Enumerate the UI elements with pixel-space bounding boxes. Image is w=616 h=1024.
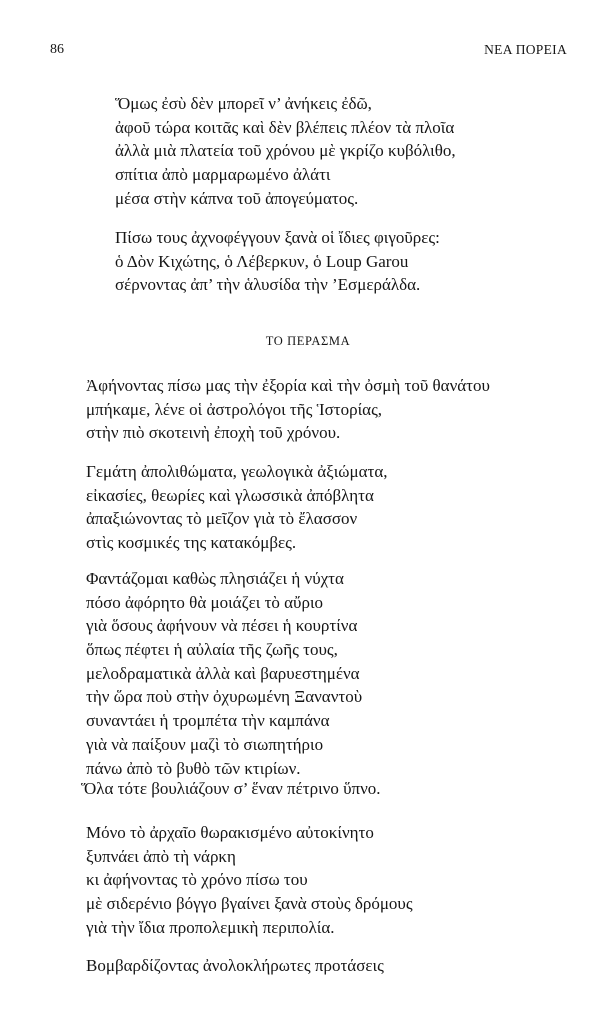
poem-line: Μόνο τὸ ἀρχαῖο θωρακισμένο αὐτοκίνητο <box>86 823 374 842</box>
poem-title: ΤΟ ΠΕΡΑΣΜΑ <box>265 334 351 348</box>
poem-line: μπήκαμε, λένε οἱ ἀστρολόγοι τῆς Ἱστορίας, <box>86 399 383 419</box>
poem-line: μὲ σιδερένιο βόγγο βγαίνει ξανὰ στοὺς δρόμους <box>86 894 413 914</box>
poem-line: Φαντάζομαι καθὼς πλησιάζει ἡ νύχτα <box>86 569 344 588</box>
poem-line: ἀπαξιώνοντας τὸ μεῖζον γιὰ τὸ ἔλασσον <box>86 509 358 529</box>
poem-line: κι ἀφήνοντας τὸ χρόνο πίσω του <box>86 870 308 890</box>
poem-line: ὁ Δὸν Κιχώτης, ὁ Λέβερκυν, ὁ Loup Garou <box>115 251 409 271</box>
stanza-continued-1 <box>115 92 456 210</box>
poem-line: εἰκασίες, θεωρίες καὶ γλωσσικὰ ἀπόβλητα <box>86 485 374 505</box>
poem-line: πόσο ἀφόρητο θὰ μοιάζει τὸ αὔριο <box>86 592 324 612</box>
poem-line: πάνω ἀπὸ τὸ βυθὸ τῶν κτιρίων. <box>86 758 301 778</box>
page-number: 86 <box>50 42 64 57</box>
poem-line: ἀφοῦ τώρα κοιτᾶς καὶ δὲν βλέπεις πλέον τὰ πλοῖα <box>115 117 455 137</box>
poem-line: Γεμάτη ἀπολιθώματα, γεωλογικὰ ἀξιώματα, <box>86 462 388 481</box>
poem-line: τὴν ὥρα ποὺ στὴν ὀχυρωμένη Ξαναντοὺ <box>86 687 363 707</box>
poem-line: συναντάει ἡ τρομπέτα τὴν καμπάνα <box>86 711 330 731</box>
poem-line: Ὅμως ἐσὺ δὲν μπορεῖ ν’ ἀνήκεις ἐδῶ, <box>115 94 372 113</box>
poem-line: στὶς κοσμικές της κατακόμβες. <box>86 533 297 553</box>
poem-line: Βομβαρδίζοντας ἀνολοκλήρωτες προτάσεις <box>86 956 384 975</box>
stanza-4 <box>81 777 381 801</box>
stanza-continued-2 <box>115 226 440 297</box>
poem-line: Ἀφήνοντας πίσω μας τὴν ἐξορία καὶ τὴν ὀσμὴ τοῦ θανάτου <box>86 376 490 395</box>
poem-line: σέρνοντας ἀπ’ τὴν ἁλυσίδα τὴν ’Εσμεράλδα. <box>115 275 421 295</box>
poem-line: σπίτια ἀπὸ μαρμαρωμένο ἀλάτι <box>115 165 331 185</box>
poem-line: γιὰ νὰ παίξουν μαζὶ τὸ σιωπητήριο <box>86 734 324 754</box>
stanza-5 <box>86 821 413 939</box>
poem-line: Ὅλα τότε βουλιάζουν σ’ ἕναν πέτρινο ὕπνο. <box>81 779 381 798</box>
poem-line: μελοδραματικὰ ἀλλὰ καὶ βαρυεστημένα <box>86 663 360 683</box>
stanza-1 <box>86 374 490 445</box>
running-head: ΝΕΑ ΠΟΡΕΙΑ <box>484 42 567 57</box>
poem-line: ξυπνάει ἀπὸ τὴ νάρκη <box>86 846 236 866</box>
poem-line: ὅπως πέφτει ἡ αὐλαία τῆς ζωῆς τους, <box>86 640 338 660</box>
poem-line: γιὰ τὴν ἴδια προπολεμικὴ περιπολία. <box>86 917 335 937</box>
poem-line: Πίσω τους ἀχνοφέγγουν ξανὰ οἱ ἴδιες φιγοῦρες: <box>115 228 440 247</box>
poem-line: γιὰ ὅσους ἀφήνουν νὰ πέσει ἡ κουρτίνα <box>86 616 358 636</box>
poem-line: μέσα στὴν κάπνα τοῦ ἀπογεύματος. <box>115 188 359 208</box>
poem-line: στὴν πιὸ σκοτεινὴ ἐποχὴ τοῦ χρόνου. <box>86 423 341 443</box>
stanza-3 <box>86 567 362 780</box>
poem-line: ἀλλὰ μιὰ πλατεία τοῦ χρόνου μὲ γκρίζο κυβόλιθο, <box>115 141 456 161</box>
stanza-2 <box>86 460 388 555</box>
stanza-6 <box>86 954 384 978</box>
